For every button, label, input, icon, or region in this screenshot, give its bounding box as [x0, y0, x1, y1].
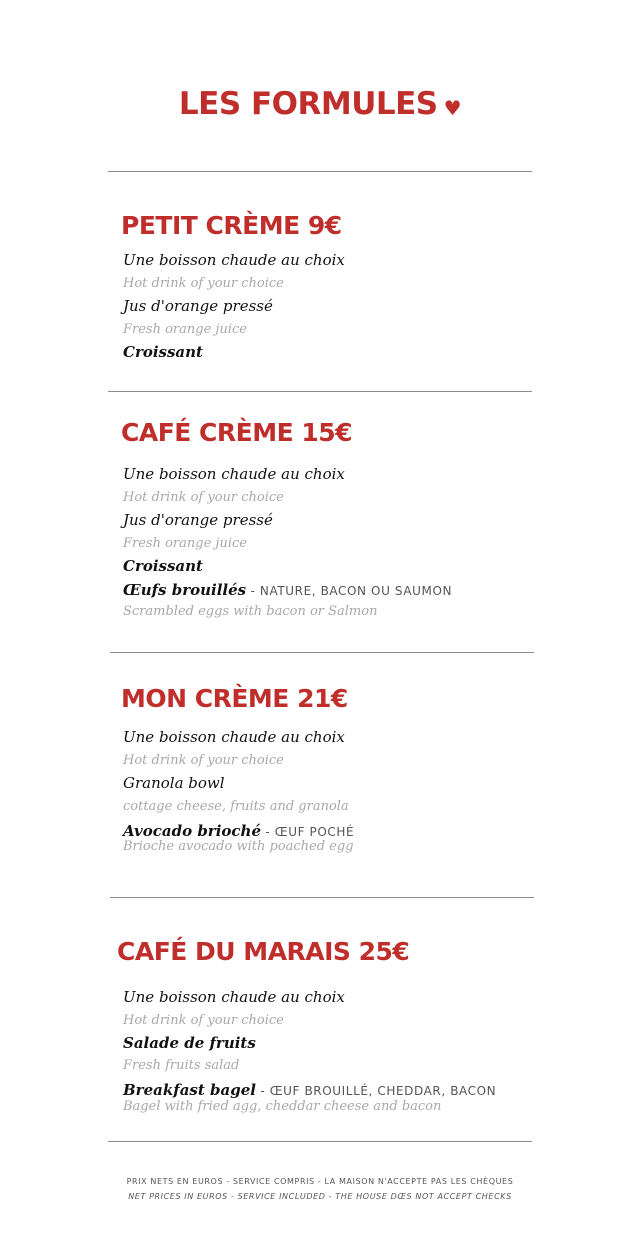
item-hot-drink: Une boisson chaude au choix — [123, 465, 345, 483]
section-title-mon-creme: MON CRÈME 21€ — [121, 684, 348, 713]
item-hot-drink: Une boisson chaude au choix — [123, 251, 345, 269]
footer-note-en: NET PRICES IN EUROS - SERVICE INCLUDED - THE HOUSE DŒS NOT ACCEPT CHECKS — [128, 1192, 512, 1201]
page-title-text: LES FORMULES — [178, 86, 438, 122]
item-breakfast-bagel — [123, 1080, 496, 1099]
item-avocado-brioche-en: Brioche avocado with poached egg — [123, 839, 354, 854]
item-scrambled-eggs — [123, 580, 452, 599]
item-scrambled-eggs-label: Œufs brouillés — [123, 581, 247, 599]
divider — [108, 391, 532, 392]
divider — [108, 1141, 532, 1142]
item-orange-juice-en: Fresh orange juice — [123, 322, 247, 337]
item-avocado-brioche-label: Avocado brioché — [123, 822, 261, 840]
item-breakfast-bagel-detail: - ŒUF BROUILLÉ, CHEDDAR, BACON — [255, 1084, 497, 1098]
item-granola-bowl: Granola bowl — [123, 774, 225, 792]
divider — [110, 897, 534, 898]
item-breakfast-bagel-label: Breakfast bagel — [123, 1081, 256, 1099]
section-title-petit-creme: PETIT CRÈME 9€ — [121, 211, 342, 240]
divider — [110, 652, 534, 653]
item-scrambled-eggs-detail: - NATURE, BACON OU SAUMON — [246, 584, 453, 598]
item-hot-drink-en: Hot drink of your choice — [123, 490, 284, 505]
item-croissant: Croissant — [123, 343, 203, 361]
item-avocado-brioche-detail: - ŒUF POCHÉ — [261, 825, 355, 839]
footer-note-fr: PRIX NETS EN EUROS - SERVICE COMPRIS - LA MAISON N'ACCEPTE PAS LES CHÈQUES — [126, 1177, 514, 1186]
heart-icon: ♥ — [443, 95, 462, 120]
item-hot-drink: Une boisson chaude au choix — [123, 988, 345, 1006]
item-breakfast-bagel-en: Bagel with fried agg, cheddar cheese and bacon — [123, 1099, 442, 1114]
item-orange-juice: Jus d'orange pressé — [123, 297, 273, 315]
item-hot-drink-en: Hot drink of your choice — [123, 753, 284, 768]
item-scrambled-eggs-en: Scrambled eggs with bacon or Salmon — [123, 604, 378, 619]
section-title-cafe-creme: CAFÉ CRÈME 15€ — [121, 418, 353, 447]
divider — [108, 171, 532, 172]
item-hot-drink-en: Hot drink of your choice — [123, 276, 284, 291]
section-title-cafe-du-marais: CAFÉ DU MARAIS 25€ — [117, 937, 410, 966]
item-avocado-brioche — [123, 821, 354, 840]
item-granola-bowl-en: cottage cheese, fruits and granola — [123, 799, 349, 814]
item-orange-juice-en: Fresh orange juice — [123, 536, 247, 551]
item-fruit-salad-en: Fresh fruits salad — [123, 1058, 240, 1073]
item-croissant: Croissant — [123, 557, 203, 575]
item-hot-drink: Une boisson chaude au choix — [123, 728, 345, 746]
page-title — [0, 86, 640, 122]
item-fruit-salad: Salade de fruits — [123, 1034, 256, 1052]
item-orange-juice: Jus d'orange pressé — [123, 511, 273, 529]
item-hot-drink-en: Hot drink of your choice — [123, 1013, 284, 1028]
